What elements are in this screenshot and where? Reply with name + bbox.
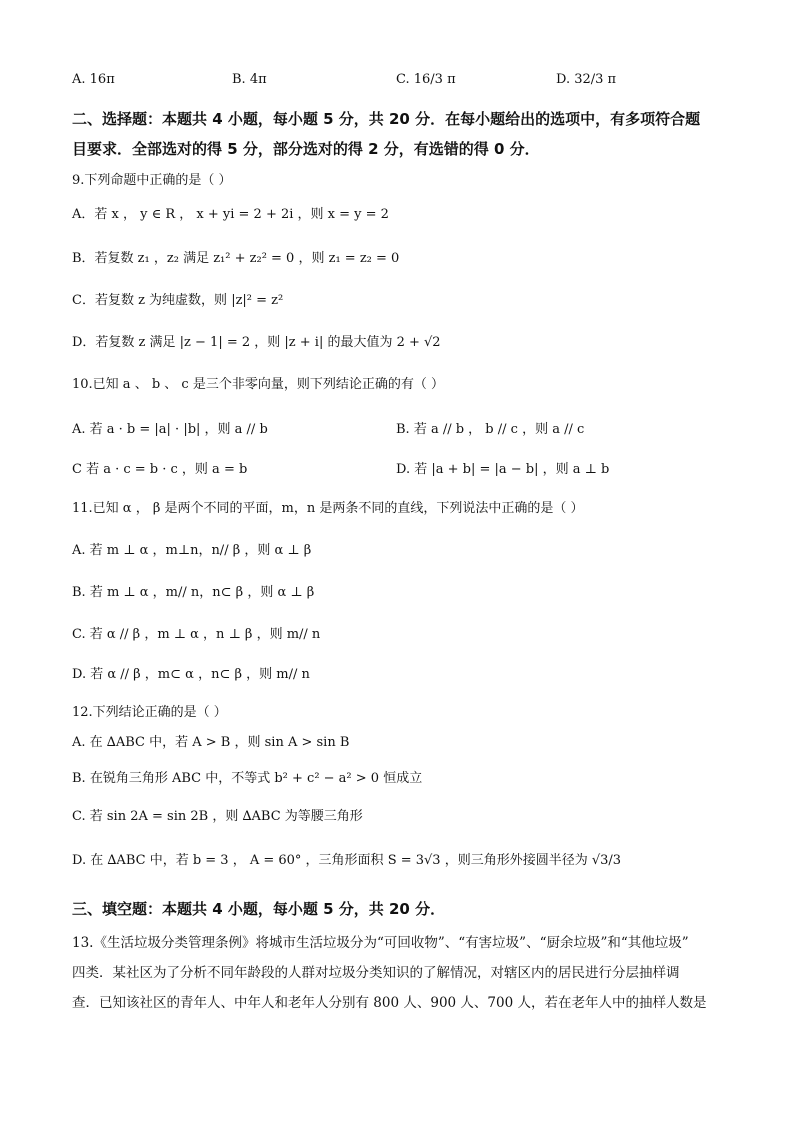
q8-option-a: A. 16π bbox=[72, 72, 115, 87]
q10-stem: 10.已知 a 、 b 、 c 是三个非零向量，则下列结论正确的有（ ） bbox=[72, 377, 444, 392]
section2-heading-line1: 二、选择题：本题共 4 小题，每小题 5 分，共 20 分．在每小题给出的选项中，有多项符合题 bbox=[72, 110, 701, 128]
q12-option-c: C. 若 sin 2A = sin 2B ，则 ∆ABC 为等腰三角形 bbox=[72, 809, 363, 824]
q8-option-c: C. 16/3 π bbox=[396, 72, 456, 87]
q11-option-d: D. 若 α // β ，m⊂ α ，n⊂ β ，则 m// n bbox=[72, 667, 310, 682]
q8-option-d: D. 32/3 π bbox=[556, 72, 617, 87]
q13-line2: 四类．某社区为了分析不同年龄段的人群对垃圾分类知识的了解情况，对辖区内的居民进行分层抽样调 bbox=[72, 965, 680, 981]
q11-stem: 11.已知 α ， β 是两个不同的平面，m，n 是两条不同的直线，下列说法中正确的是（ ） bbox=[72, 501, 584, 516]
q10-option-a: A. 若 a · b = |a| · |b| ，则 a // b bbox=[72, 422, 268, 437]
q8-option-b: B. 4π bbox=[232, 72, 267, 87]
q12-option-a: A. 在 ∆ABC 中，若 A > B ，则 sin A > sin B bbox=[72, 735, 350, 750]
q9-option-d: D．若复数 z 满足 |z − 1| = 2 ，则 |z + i| 的最大值为 2 + √2 bbox=[72, 335, 441, 350]
q11-option-a: A. 若 m ⊥ α ，m⊥n，n// β ，则 α ⊥ β bbox=[72, 543, 312, 558]
q9-stem: 9.下列命题中正确的是（ ） bbox=[72, 173, 232, 188]
q11-option-c: C. 若 α // β ，m ⊥ α ，n ⊥ β ，则 m// n bbox=[72, 627, 321, 642]
section2-heading-line2: 目要求．全部选对的得 5 分，部分选对的得 2 分，有选错的得 0 分． bbox=[72, 140, 540, 158]
q10-option-d: D. 若 |a + b| = |a − b| ，则 a ⊥ b bbox=[396, 462, 610, 477]
q12-option-d: D. 在 ∆ABC 中，若 b = 3 ， A = 60° ，三角形面积 S = 3√3 ，则三角形外接圆半径为 √3/3 bbox=[72, 853, 622, 868]
q10-option-b: B. 若 a // b ， b // c ，则 a // c bbox=[396, 422, 585, 437]
q13-paragraph bbox=[72, 928, 722, 1018]
section3-heading: 三、填空题：本题共 4 小题，每小题 5 分，共 20 分． bbox=[72, 900, 446, 918]
q12-option-b: B. 在锐角三角形 ABC 中，不等式 b² + c² − a² > 0 恒成立 bbox=[72, 771, 423, 786]
q9-option-c: C．若复数 z 为纯虚数，则 |z|² = z² bbox=[72, 293, 284, 308]
q13-line3: 查．已知该社区的青年人、中年人和老年人分别有 800 人、900 人、700 人，若在老年人中的抽样人数是 bbox=[72, 995, 707, 1011]
q10-option-c: C 若 a · c = b · c ，则 a = b bbox=[72, 462, 248, 477]
q12-stem: 12.下列结论正确的是（ ） bbox=[72, 705, 227, 720]
q11-option-b: B. 若 m ⊥ α ，m// n，n⊂ β ，则 α ⊥ β bbox=[72, 585, 315, 600]
q9-option-b: B．若复数 z₁ ，z₂ 满足 z₁² + z₂² = 0 ，则 z₁ = z₂ = 0 bbox=[72, 251, 400, 266]
q13-line1: 13.《生活垃圾分类管理条例》将城市生活垃圾分为“可回收物”、“有害垃圾”、“厨余垃圾”和“其他垃圾” bbox=[72, 935, 689, 951]
q9-option-a: A．若 x ， y ∈ R ， x + yi = 2 + 2i ，则 x = y = 2 bbox=[72, 207, 389, 222]
